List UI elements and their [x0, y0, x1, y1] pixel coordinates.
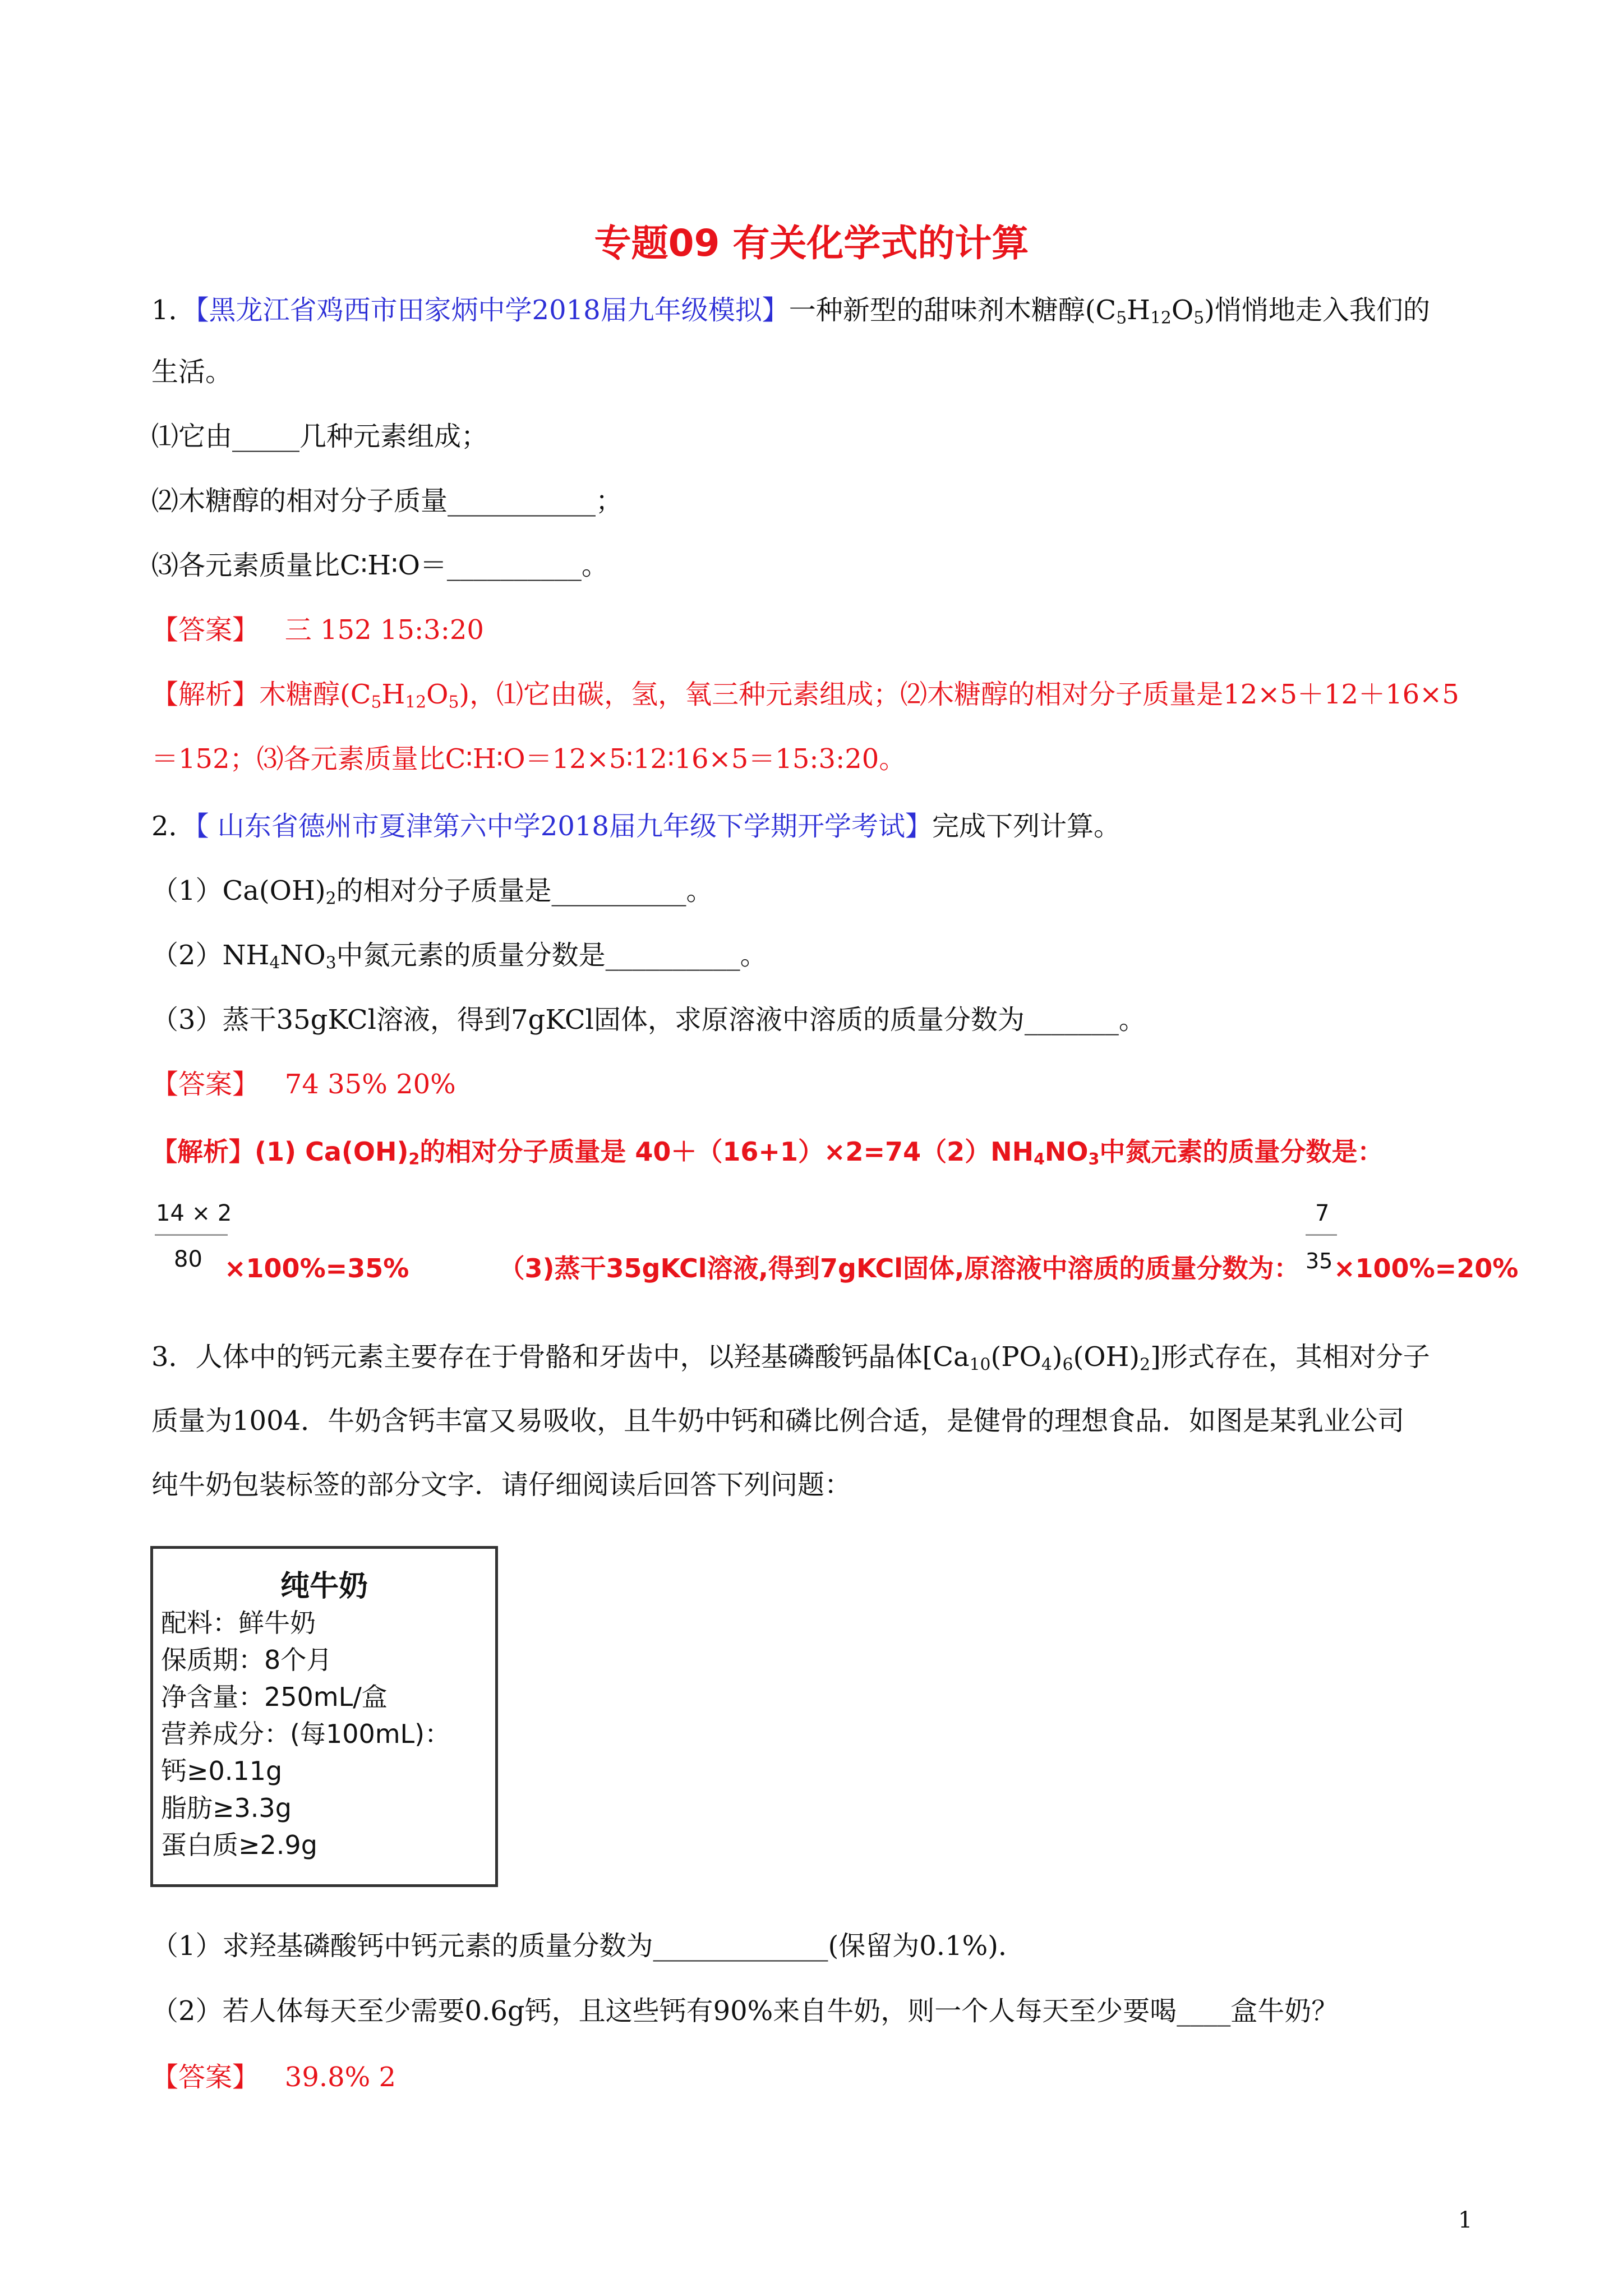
- q1-intro-line2: 生活。: [151, 356, 233, 388]
- fraction-1-denominator: 80: [174, 1246, 202, 1272]
- q1-intro-text: H: [1127, 295, 1150, 326]
- answer-value: 三 152 15:3:20: [284, 614, 484, 646]
- q2-text: NO: [280, 940, 326, 971]
- q3-intro-line2: 质量为1004．牛奶含钙丰富又易吸收，且牛奶中钙和磷比例合适，是健骨的理想食品．如图是某乳业公司: [151, 1405, 1405, 1437]
- q1-sub-question-2: ⑵木糖醇的相对分子质量___________；: [151, 485, 623, 517]
- q3-intro-line1: [151, 1338, 1486, 1375]
- q1-intro-line1: [151, 292, 1486, 329]
- q3-text: ]形式存在，其相对分子: [1150, 1341, 1430, 1373]
- answer-label: 【答案】: [151, 614, 260, 646]
- q2-sub: 3: [325, 953, 336, 973]
- fraction-1-numerator: 14 × 2: [156, 1200, 232, 1226]
- answer-value: 39.8% 2: [284, 2062, 396, 2093]
- explain-text: 中氮元素的质量分数是：: [1099, 1137, 1384, 1167]
- fraction-2-numerator: 7: [1315, 1200, 1330, 1226]
- milk-label-row: 净含量：250mL/盒: [161, 1682, 388, 1712]
- explain-sub: 4: [1034, 1150, 1045, 1169]
- explain-text: （3)蒸干35gKCl溶液,得到7gKCl固体,原溶液中溶质的质量分数为：: [499, 1253, 1300, 1283]
- milk-label-row: 钙≥0.11g: [161, 1756, 283, 1786]
- q1-source: 【黑龙江省鸡西市田家炳中学2018届九年级模拟】: [195, 295, 789, 326]
- page-title: 专题09 有关化学式的计算: [594, 222, 1029, 265]
- q2-sub-question-1: [151, 872, 1486, 909]
- explain-text: H: [381, 679, 405, 710]
- milk-label-row: 营养成分：(每100mL)：: [161, 1719, 451, 1749]
- q1-sub: 5: [1193, 308, 1205, 328]
- explain-text: 【解析】木糖醇(C: [151, 679, 371, 710]
- q1-intro-text: )悄悄地走入我们的: [1204, 295, 1430, 326]
- q3-text: 人体中的钙元素主要存在于骨骼和牙齿中，以羟基磷酸钙晶体[Ca: [195, 1341, 970, 1373]
- q3-intro-line3: 纯牛奶包装标签的部分文字．请仔细阅读后回答下列问题：: [151, 1469, 852, 1501]
- fraction-1-bar: [155, 1234, 228, 1236]
- q3-sub: 2: [1140, 1355, 1151, 1375]
- q1-intro-text: 一种新型的甜味剂木糖醇(C: [789, 295, 1117, 326]
- q2-text: 的相对分子质量是__________。: [336, 875, 713, 907]
- answer-value: 74 35% 20%: [284, 1069, 456, 1100]
- q1-sub-question-1: ⑴它由_____几种元素组成；: [151, 421, 488, 452]
- explain-sub: 3: [1088, 1150, 1100, 1169]
- q2-number: 2．: [151, 811, 196, 842]
- q2-sub-question-2: [151, 937, 1486, 974]
- milk-label-image: [150, 1546, 498, 1887]
- explain-sub: 5: [371, 692, 382, 712]
- milk-label-row: 蛋白质≥2.9g: [161, 1830, 317, 1860]
- answer-label: 【答案】: [151, 1069, 260, 1100]
- explain-sub: 12: [405, 692, 427, 712]
- milk-label-title: 纯牛奶: [280, 1570, 368, 1603]
- milk-label-row: 保质期：8个月: [161, 1645, 333, 1675]
- explain-text: ×100%=35%: [224, 1253, 409, 1283]
- q3-text: (PO: [990, 1341, 1041, 1373]
- q2-answer: [151, 1066, 1486, 1103]
- explain-text: O: [426, 679, 449, 710]
- q3-number: 3．: [151, 1341, 196, 1373]
- q1-explanation-line2: ＝152；⑶各元素质量比C∶H∶O＝12×5∶12∶16×5＝15:3:20。: [151, 743, 906, 775]
- q2-intro: [151, 808, 1486, 845]
- explain-sub: 5: [448, 692, 459, 712]
- fraction-2-denominator: 35: [1306, 1249, 1333, 1273]
- explain-sub: 2: [408, 1150, 420, 1169]
- q1-intro-text: O: [1171, 295, 1194, 326]
- milk-label-row: 配料：鲜牛奶: [161, 1608, 316, 1638]
- q3-sub-question-1: （1）求羟基磷酸钙中钙元素的质量分数为_____________(保留为0.1%)．: [151, 1930, 1025, 1962]
- q2-text: （2）NH: [151, 940, 270, 971]
- q1-number: 1．: [151, 295, 196, 326]
- q2-explanation-tail: ×100%=20%: [1334, 1253, 1519, 1283]
- explain-text: NO: [1044, 1137, 1089, 1167]
- q3-text: ): [1052, 1341, 1063, 1373]
- page-number: 1: [1458, 2207, 1473, 2233]
- q2-sub: 2: [325, 889, 336, 909]
- milk-label-row: 脂肪≥3.3g: [161, 1793, 292, 1823]
- q2-intro-text: 完成下列计算。: [932, 811, 1121, 842]
- explain-text: 【解析】(1) Ca(OH): [151, 1137, 409, 1167]
- q2-sub: 4: [269, 953, 280, 973]
- q2-text: （1）Ca(OH): [151, 875, 326, 907]
- q2-text: 中氮元素的质量分数是__________。: [336, 940, 767, 971]
- q2-explanation-line2: [224, 1250, 1486, 1287]
- q3-sub: 4: [1041, 1355, 1052, 1375]
- q1-sub: 5: [1116, 308, 1127, 328]
- q3-sub: 10: [969, 1355, 991, 1375]
- q1-explanation-line1: [151, 676, 1486, 713]
- answer-label: 【答案】: [151, 2062, 260, 2093]
- q1-sub: 12: [1150, 308, 1172, 328]
- q3-sub-question-2: （2）若人体每天至少需要0.6g钙，且这些钙有90%来自牛奶，则一个人每天至少要喝____盒牛奶？: [151, 1995, 1339, 2027]
- q1-answer: [151, 611, 1486, 648]
- q2-explanation-line1: [151, 1133, 1486, 1170]
- explain-text: 的相对分子质量是 40＋（16+1）×2=74（2）NH: [419, 1137, 1034, 1167]
- q1-sub-question-3: ⑶各元素质量比C∶H∶O＝__________。: [151, 550, 608, 581]
- q2-source: 【 山东省德州市夏津第六中学2018届九年级下学期开学考试】: [195, 811, 932, 842]
- q3-text: (OH): [1073, 1341, 1140, 1373]
- q3-answer: [151, 2059, 1486, 2096]
- explain-text: )，⑴它由碳，氢，氧三种元素组成；⑵木糖醇的相对分子质量是12×5＋12＋16×5: [459, 679, 1459, 710]
- fraction-2-bar: [1306, 1234, 1337, 1236]
- q2-sub-question-3: （3）蒸干35gKCl溶液，得到7gKCl固体，求原溶液中溶质的质量分数为_______。: [151, 1004, 1146, 1036]
- q3-sub: 6: [1062, 1355, 1073, 1375]
